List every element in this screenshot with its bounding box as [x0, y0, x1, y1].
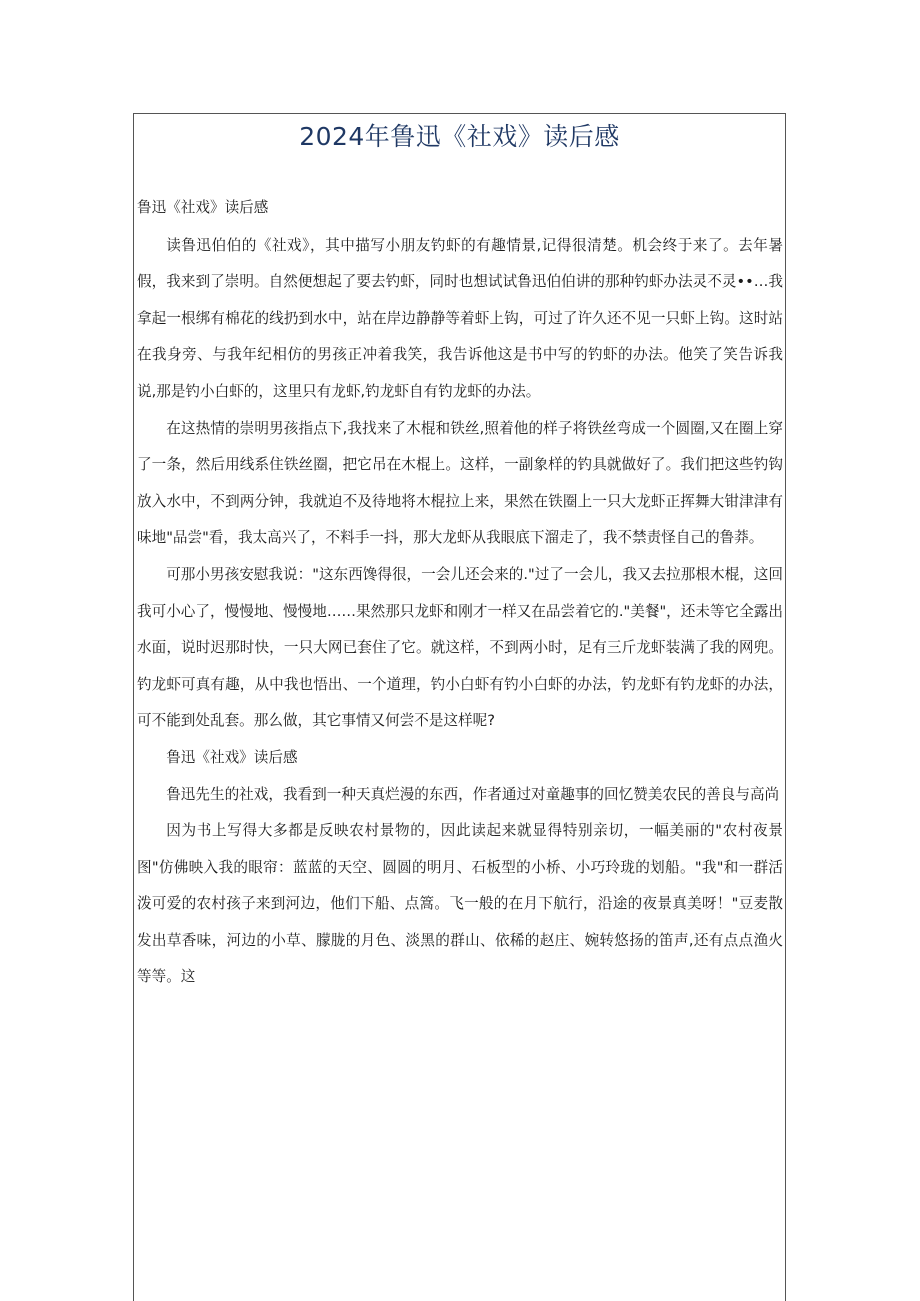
paragraph: 读鲁迅伯伯的《社戏》，其中描写小朋友钓虾的有趣情景,记得很清楚。机会终于来了。去年暑假，我来到了崇明。自然便想起了要去钓虾，同时也想试试鲁迅伯伯讲的那种钓虾办法灵不灵••…我拿起一根绑有棉花的线扔到水中，站在岸边静静等着虾上钩，可过了许久还不见一只虾上钩。这时站在我身旁、与我年纪相仿的男孩正冲着我笑，我告诉他这是书中写的钓虾的办法。他笑了笑告诉我说,那是钓小白虾的，这里只有龙虾,钓龙虾自有钓龙虾的办法。 — [137, 236, 783, 400]
section-heading: 鲁迅《社戏》读后感 — [137, 199, 269, 216]
document-title: 2024年鲁迅《社戏》读后感 — [299, 122, 620, 151]
paragraph: 鲁迅先生的社戏，我看到一种天真烂漫的东西，作者通过对童趣事的回忆赞美农民的善良与高尚 — [166, 785, 780, 803]
paragraph: 在这热情的崇明男孩指点下,我找来了木棍和铁丝,照着他的样子将铁丝弯成一个圆圈,又在圈上穿了一条，然后用线系住铁丝圈，把它吊在木棍上。这样，一副象样的钓具就做好了。我们把这些钓钩放入水中，不到两分钟，我就迫不及待地将木棍拉上来，果然在铁圈上一只大龙虾正挥舞大钳津津有味地"品尝"看，我太高兴了，不料手一抖，那大龙虾从我眼底下溜走了，我不禁责怪自己的鲁莽。 — [137, 419, 783, 547]
section-heading: 鲁迅《社戏》读后感 — [166, 748, 298, 766]
paragraph: 因为书上写得大多都是反映农村景物的，因此读起来就显得特别亲切，一幅美丽的"农村夜景图"仿佛映入我的眼帘：蓝蓝的天空、圆圆的明月、石板型的小桥、小巧玲珑的划船。"我"和一群活泼可爱的农村孩子来到河边，他们下船、点篙。飞一般的在月下航行，沿途的夜景真美呀！"豆麦散发出草香味，河边的小草、朦胧的月色、淡黑的群山、依稀的赵庄、婉转悠扬的笛声,还有点点渔火等等。这 — [137, 822, 783, 986]
document-body — [137, 190, 783, 996]
paragraph: 可那小男孩安慰我说："这东西馋得很，一会儿还会来的."过了一会儿，我又去拉那根木棍，这回我可小心了，慢慢地、慢慢地……果然那只龙虾和刚才一样又在品尝着它的."美餐"，还未等它全露出水面，说时迟那时快，一只大网已套住了它。就这样，不到两小时，足有三斤龙虾装满了我的网兜。钓龙虾可真有趣，从中我也悟出、一个道理，钓小白虾有钓小白虾的办法，钓龙虾有钓龙虾的办法，可不能到处乱套。那么做，其它事情又何尝不是这样呢? — [137, 565, 783, 730]
